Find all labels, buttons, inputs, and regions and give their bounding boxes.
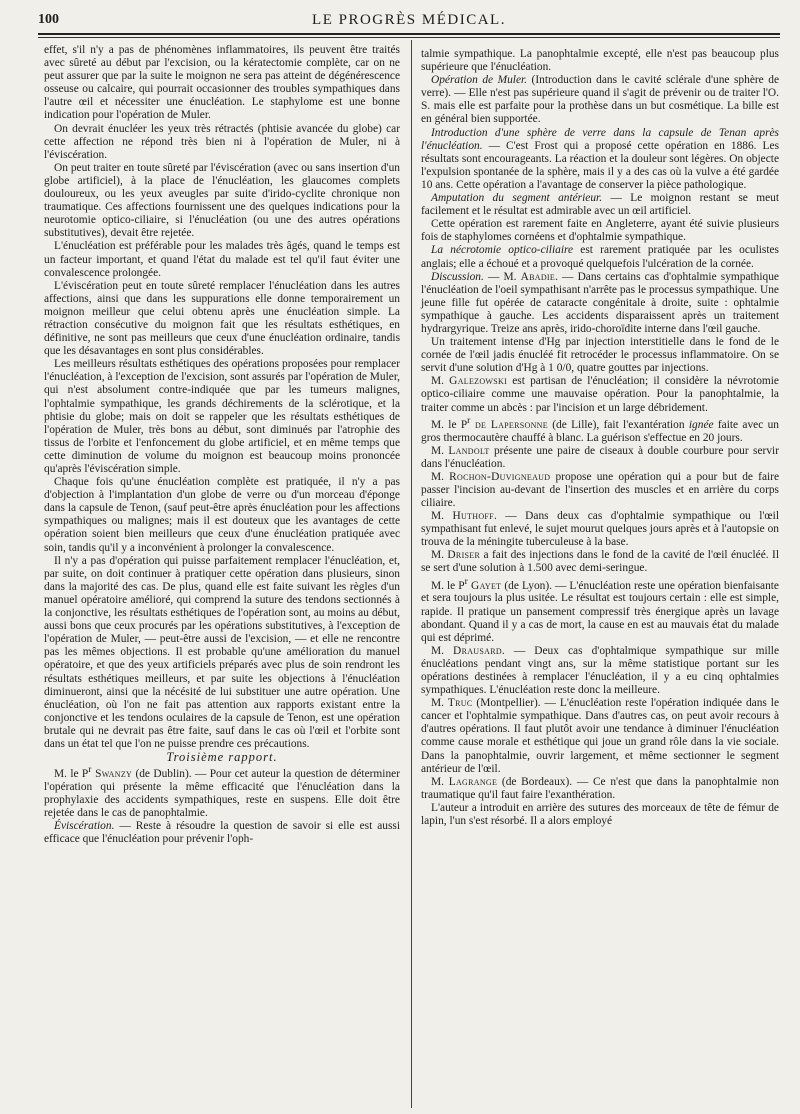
paragraph-text: (de Dublin). — Pour cet auteur la question de déterminer l'opération qui présente la même efficacité que l'énucléation dans la prophylaxie des accidents sympathiques, reste en suspens. Elle doit être rejetée dans le cas de panophtalmie. <box>44 767 400 820</box>
paragraph <box>421 192 779 218</box>
speaker-prefix: M. <box>431 375 450 388</box>
speaker-name: Rochon-Duvigneaud <box>449 470 551 483</box>
paragraph-text: — Le moignon restant se meut facilement et le résultat est admirable avec un œil artificiel. <box>421 192 780 218</box>
paragraph-text: (de Lyon). — L'énucléation reste une opération bienfaisante et sera toujours la plus usitée. Le résultat est toujours certain : elle est simple, rapide. Il pratique un pansement compressif très énergique après un lavage abondant. Quand il y a cas de mort, la cause en est au mauvais état du malade qui est déprimé. <box>421 579 779 644</box>
paragraph: Cette opération est rarement faite en Angleterre, ayant été suivie plusieurs fois de staphylomes cornéens et d'ophtalmie sympathique. <box>421 218 779 244</box>
paragraph: On peut traiter en toute sûreté par l'éviscération (avec ou sans insertion d'un globe artificiel), à la place de l'énucléation, les glaucomes complets douloureux, ou les yeux aveugles par suite d'irido-cyclite chronique non traumatique. Ces affections fournissent une des quelques indications pour la neurotomie optico-ciliaire, si l'énucléation (ou une des autres opérations substitutives), devait être rejetée. <box>44 161 400 240</box>
speaker-name: Galezowski <box>449 375 508 388</box>
paragraph-text: . — Dans deux cas d'ophtalmie sympathique ou l'œil sympathisant fut enlevé, le sujet mourut quelques jours après et à l'autopsie on trouva de la méningite tuberculeuse à la base. <box>421 510 779 549</box>
paragraph-text: (Introduction dans le cavité sclérale d'une sphère de verre). — Elle n'est pas supérieure quand il s'agit de prévenir ou de traiter l'O. S. mais elle est parfaite pour la prothèse dans un but cosmétique. La bille est en général bien supportée. <box>421 74 779 126</box>
title-superscript: r <box>88 765 92 776</box>
column-divider <box>411 40 412 1108</box>
paragraph-text: faite avec un gros thermocautère chauffé à blanc. La guérison s'effectue en 20 jours. <box>421 418 779 444</box>
paragraph-lead: Éviscération. <box>54 820 115 833</box>
page-header <box>38 12 780 32</box>
title-superscript: r <box>467 415 471 426</box>
speaker-name: Drausard <box>453 644 502 657</box>
paragraph <box>421 471 779 510</box>
paragraph-text: est rarement pratiquée par les oculistes anglais; elle a échoué et a provoqué quelquefois l'ulcération de la cornée. <box>421 244 779 270</box>
paragraph-text: est partisan de l'énucléation; il considère la névrotomie optico-ciliaire comme une mauvaise opération. Pour la panophtalmie, la traiter comme un abcès : par l'incision et un large débridement. <box>421 375 779 414</box>
speaker-prefix: M. le P <box>431 418 468 431</box>
paragraph: L'éviscération peut en toute sûreté remplacer l'énucléation dans les autres affections, ainsi que dans les suppurations elle donne temporairement un moignon meilleur que celui obtenu après une énucléation simple. La rétraction consécutive du moignon fait que les résultats esthétiques, en définitive, ne sont pas meilleurs que ceux d'une énucléation ordinaire, tandis que les désavantages en sont plus considérables. <box>44 279 400 358</box>
paragraph <box>421 445 779 471</box>
paragraph <box>421 127 779 192</box>
paragraph: Un traitement intense d'Hg par injection interstitielle dans le fond de le cornée de l'œil jadis énucléé fit retrocéder le processus inflammatoire. On se servit d'une solution d'Hg à 1 0/0, quatre gouttes par injections. <box>421 336 779 375</box>
section-title: Troisième rapport. <box>166 750 278 765</box>
paragraph-text: propose une opération qui a pour but de faire passer l'incision au-devant de l'insertion des muscles et en arrière du corps ciliaire. <box>421 470 780 509</box>
paragraph-text: — C'est Frost qui a proposé cette opération en 1886. Les résultats sont encourageants. La réaction et la douleur sont légères. On objecte l'expulsion spontanée de la sphère, mais il y a des cas où la vulve a été gardée 10 ans. Cette opération a l'avantage de conserver la pièce pathologique. <box>421 139 779 191</box>
paragraph-text: . — Deux cas d'ophtalmique sympathique sur mille énucléations pendant vingt ans, sur la même statistique portant sur les opérations destinées à remplacer l'énucléation, il y a eu cinq ophtalmies sympathiques. L'énucléation reste donc la meilleure. <box>421 644 780 697</box>
paragraph <box>421 74 779 126</box>
speaker-prefix: M. <box>431 775 449 788</box>
speaker-prefix: M. <box>431 510 453 523</box>
paragraph: talmie sympathique. La panophtalmie excepté, elle n'est pas beaucoup plus supérieure que l'énucléation. <box>421 48 779 74</box>
paragraph: L'auteur a introduit en arrière des sutures des morceaux de tête de fémur de lapin, l'un s'est résorbé. Il a alors employé <box>421 801 779 828</box>
paragraph-lead: Amputation du segment antérieur. <box>431 192 603 205</box>
right-column <box>421 48 779 828</box>
paragraph-lead: La nécrotomie optico-ciliaire <box>431 244 574 257</box>
speaker-prefix: M. le P <box>54 767 89 780</box>
paragraph <box>421 510 779 549</box>
speaker-prefix: M. <box>431 470 450 483</box>
speaker-prefix: M. <box>431 644 454 657</box>
speaker-name: Lagrange <box>448 775 498 788</box>
paragraph <box>421 549 779 575</box>
paragraph-text: (de Lille), fait l'exantération <box>547 418 689 431</box>
paragraph <box>421 645 779 697</box>
paragraph: On devrait énucléer les yeux très rétractés (phtisie avancée du globe) car cette affection ne répond très bien ni à l'opération de Muler, ni à l'éviscération. <box>44 122 400 161</box>
paragraph <box>421 776 779 802</box>
paragraph <box>421 244 779 270</box>
speaker-prefix: M. <box>431 697 448 710</box>
paragraph <box>421 415 779 445</box>
speaker-prefix: M. le P <box>431 579 465 592</box>
paragraph <box>44 764 400 820</box>
speaker-name: Truc <box>447 697 473 710</box>
paragraph <box>421 375 779 414</box>
speaker-name: Landolt <box>448 444 490 457</box>
page-number: 100 <box>38 12 59 27</box>
paragraph: L'énucléation est préférable pour les malades très âgés, quand le temps est un facteur important, et quand l'état du malade est tel qu'il faut éviter une convalescence prolongée. <box>44 240 400 279</box>
paragraph-text: — Reste à résoudre la question de savoir si elle est aussi efficace que l'énucléation pour prévenir l'oph- <box>44 820 400 846</box>
paragraph <box>421 271 779 336</box>
paragraph-text: — M. <box>483 270 521 283</box>
paragraph <box>421 576 779 645</box>
paragraph-lead: Discussion. <box>431 270 484 283</box>
journal-title: LE PROGRÈS MÉDICAL. <box>312 12 506 28</box>
paragraph-text: . — Dans certains cas d'ophtalmie sympathique l'énucléation de l'oeil sympathisant n'arrête pas le processus sympathique. Une jeune fille fut opérée de cataracte congénitale à droite, suite : ophtalmie sympathique à gauche. Les accidents disparaissent après un traitement hydrargyrique. Treize ans après, irido-choroïdite interne dans l'œil gauche. <box>421 270 779 335</box>
paragraph <box>421 697 779 776</box>
speaker-name: de Lapersonne <box>470 418 548 431</box>
italic-term: ignée <box>688 418 714 431</box>
speaker-prefix: M. <box>431 549 448 562</box>
header-rule-thin <box>38 37 780 38</box>
paragraph <box>44 820 400 846</box>
speaker-name: Huthoff <box>452 510 494 523</box>
speaker-name: Swanzy <box>91 767 133 780</box>
left-column <box>44 44 400 847</box>
paragraph-text: (de Bordeaux). — Ce n'est que dans la panophtalmie non traumatique qu'il faut faire l'exanthération. <box>421 775 779 801</box>
header-rule-thick <box>38 33 780 35</box>
paragraph-text: présente une paire de ciseaux à double courbure pour servir dans l'énucléation. <box>421 444 779 470</box>
speaker-name: Abadie <box>520 270 556 283</box>
paragraph: Il n'y a pas d'opération qui puisse parfaitement remplacer l'énucléation, et, par suite, on doit continuer à pratiquer cette opération dans plusieurs, sinon dans la majorité des cas. De plus, quand elle est faite suivant les règles d'un manuel opératoire amélioré, qui comprend la suture des tendons sectionnés à la conjonctive, les résultats esthétiques de l'opération sont, au moins au début, aussi bons que ceux procurés par les opérations substitutives, à l'exception de l'opération de Muler, — peut-être aussi de l'excision, — et elle ne rencontre pas les mêmes objections. Il est probable qu'une amélioration du manuel opératoire, et que des yeux artificiels préparés avec plus de soin rendront les résultats esthétiques meilleurs, et par suite les objections à l'énucléation diminueront, ainsi que la nécésité de lui substituer une autre opération. Une énucléation, où l'on ne fait pas attention aux rapports existant entre la conjonctive et les tendons oculaires de la capsule de Tenon, est une opération brutale qui ne devrait pas être faite, sauf dans le cas où l'œil et l'orbite sont dans un état tel que l'on ne puisse prendre ces précautions. <box>44 554 400 750</box>
paragraph-text: (Montpellier). — L'énucléation reste l'opération indiquée dans le cancer et l'ophtalmie sympathique. Dans d'autres cas, on peut avoir recours à d'autres opérations. Il faut plutôt avoir une tendance à diminuer l'énucléation comme cause morale et esthétique qui joue un grand rôle dans la vie sociale. Dans la panophtalmie, ouvrir largement, et même sectionner le segment antérieur de l'œil. <box>421 697 780 775</box>
paragraph: Chaque fois qu'une énucléation complète est pratiquée, il n'y a pas d'objection à l'implantation d'un globe de verre ou d'un morceau d'éponge dans la capsule de Tenon, (sauf peut-être après énucléation pour les affections sympathiques ou malignes; mais il est douteux que les avantages de cette opération soient bien meilleurs que ceux d'une énucléation pratiquée avec soin, tandis qu'il y a inconvénient à prolonger la convalescence. <box>44 476 400 554</box>
speaker-name: Driser <box>447 549 481 562</box>
speaker-prefix: M. <box>431 444 449 457</box>
paragraph-text: a fait des injections dans le fond de la cavité de l'œil énucléé. Il se sert d'une solution à 1.500 avec demi-seringue. <box>421 549 779 575</box>
paragraph-lead: Introduction d'une sphère de verre dans la capsule de Tenan après l'énucléation. <box>421 126 779 152</box>
speaker-name: Gayet <box>467 579 502 592</box>
paragraph-lead: Opération de Muler. <box>431 74 528 87</box>
paragraph: Les meilleurs résultats esthétiques des opérations proposées pour remplacer l'énucléation, à l'exception de l'excision, sont assurés par l'opération de Muler, qui n'est absolument contre-indiquée que par les tumeurs malignes, l'ophtalmie sympathique, les grands déchirements de la sclérotique, et la phtisie du globe; mais on doit se rappeler que les résultats esthétiques de l'opération de Muler, très bons au début, sont diminués par l'atrophie des tissus de l'orbite et l'enfoncement du globe artificiel, et en même temps que cette diminution de volume du moignon est beaucoup moins prononcée qu'après l'éviscération simple. <box>44 358 401 475</box>
paragraph: effet, s'il n'y a pas de phénomènes inflammatoires, ils peuvent être traités avec sûreté au début par l'excision, ou la kératectomie complète, car on ne peut assurer que par la suite le moignon ne sera pas atteint de dégénérescence osseuse ou calcaire, qui pourrait occasionner des troubles sympathiques dans l'autre œil et nécessiter une énucléation. Le staphylome est une bonne indication pour l'opération de Muler. <box>44 44 400 122</box>
title-superscript: r <box>464 576 468 587</box>
